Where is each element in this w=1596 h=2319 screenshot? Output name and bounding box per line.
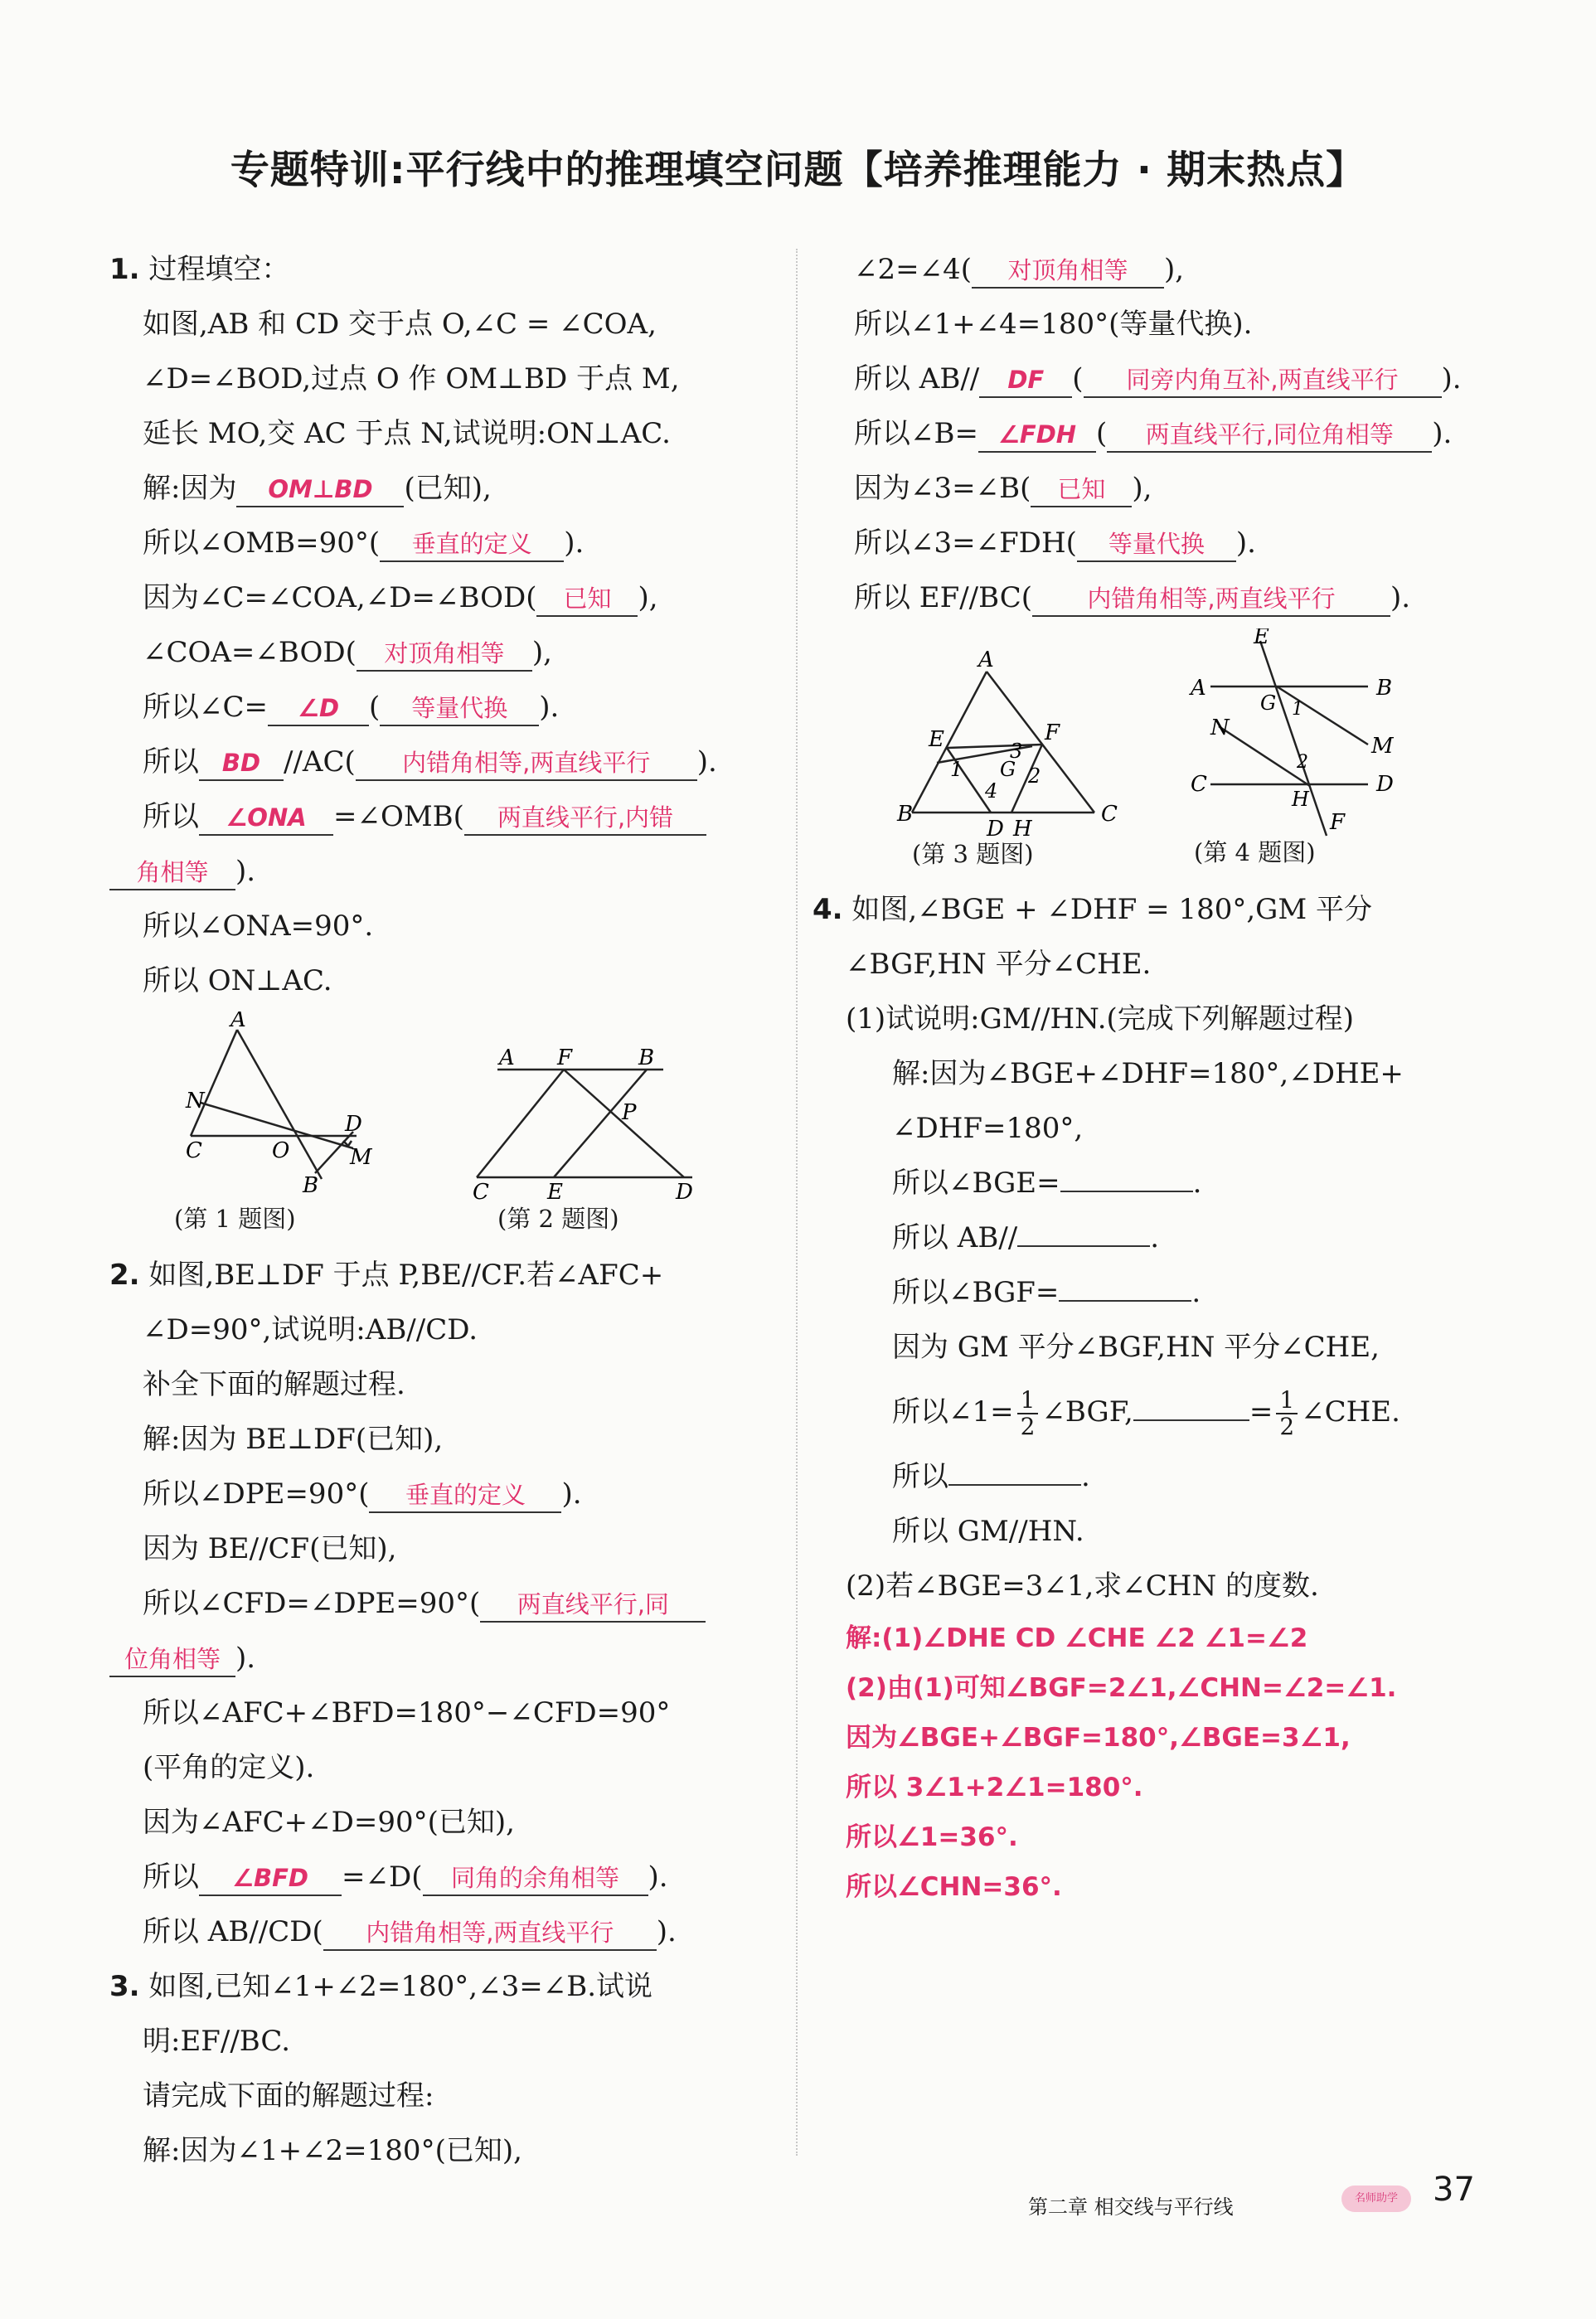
fig3-label: 3 <box>1010 740 1023 763</box>
answer-blank: ∠ONA <box>199 801 333 836</box>
answer-blank: 同角的余角相等 <box>423 1861 648 1896</box>
answer-blank: 对顶角相等 <box>972 254 1164 289</box>
answer-blank: 内错角相等,两直线平行 <box>1032 582 1390 617</box>
q3-text-line: 3. 如图,已知∠1+∠2=180°,∠3=∠B.试说 <box>109 1970 653 2003</box>
answer-blank: 等量代换 <box>380 691 539 726</box>
q2-step: 因为 BE//CF(已知), <box>143 1532 397 1565</box>
fig2-label: D <box>676 1180 693 1202</box>
publisher-logo: 名师助学 <box>1341 2186 1411 2212</box>
figure-2 <box>464 1036 713 1233</box>
page-number: 37 <box>1433 2171 1475 2209</box>
figure-1-caption: (第 1 题图) <box>174 1205 296 1233</box>
answer-blank: 角相等 <box>109 856 235 890</box>
left-column <box>109 242 773 1008</box>
fig1-label: N <box>186 1089 205 1113</box>
page-title: 专题特训:平行线中的推理填空问题【培养推理能力 · 期末热点】 <box>230 148 1366 193</box>
answer-blank: 已知 <box>536 582 638 617</box>
q3-step: ∠2=∠4( 对顶角相等 ), <box>821 242 1484 297</box>
empty-blank <box>1060 1166 1193 1192</box>
answer-blank: OM⊥BD <box>236 473 404 507</box>
q1-step: 解:因为 OM⊥BD (已知), <box>109 461 773 516</box>
figure-4-caption: (第 4 题图) <box>1194 838 1316 866</box>
answer-blank: 垂直的定义 <box>380 527 564 562</box>
q4-step: 所以∠BGE= . <box>892 1167 1202 1200</box>
q4-step: 解:因为∠BGE+∠DHF=180°,∠DHE+ <box>892 1057 1404 1090</box>
fig2-label: B <box>638 1045 655 1070</box>
q4-part1: (1)试说明:GM//HN.(完成下列解题过程) <box>846 1002 1355 1036</box>
fig4-label: A <box>1191 676 1206 701</box>
q4-part2: (2)若∠BGE=3∠1,求∠CHN 的度数. <box>846 1569 1319 1603</box>
fraction-half: $\frac{1}{2}$ <box>1276 1388 1298 1439</box>
q4-step: 所以 AB// . <box>892 1221 1160 1254</box>
left-column-lower <box>109 1248 773 2178</box>
q1-step: 所以 ON⊥AC. <box>143 964 332 997</box>
q4-solution-line: 所以∠1=36°. <box>846 1822 1018 1852</box>
fig2-label: C <box>473 1180 489 1202</box>
answer-blank: 垂直的定义 <box>369 1478 561 1513</box>
q2-step: 位角相等 ). <box>109 1631 773 1686</box>
figure-1 <box>174 1012 390 1233</box>
answer-blank: 已知 <box>1031 473 1132 507</box>
fraction-half: $\frac{1}{2}$ <box>1017 1388 1039 1439</box>
fig3-label: 4 <box>985 779 998 803</box>
q2-step: 所以 ∠BFD =∠D( 同角的余角相等 ). <box>109 1850 773 1904</box>
q3-text-line: 明:EF//BC. <box>143 2025 291 2058</box>
q2-step: 所以 AB//CD( 内错角相等,两直线平行 ). <box>109 1904 773 1959</box>
answer-blank: 位角相等 <box>109 1642 235 1677</box>
q3-step: 所以∠B= ∠FDH ( 两直线平行,同位角相等 ). <box>821 406 1484 461</box>
figure-3 <box>887 647 1136 868</box>
fig3-label: D <box>987 817 1004 842</box>
fig1-label: M <box>350 1145 372 1170</box>
answer-blank: 内错角相等,两直线平行 <box>323 1916 657 1951</box>
q4-step: 因为 GM 平分∠BGF,HN 平分∠CHE, <box>892 1331 1380 1364</box>
q4-text-line: 4. 如图,∠BGE + ∠DHF = 180°,GM 平分 <box>813 893 1372 926</box>
fig4-label: B <box>1376 676 1393 701</box>
answer-blank: 对顶角相等 <box>357 637 532 672</box>
fig3-label: 2 <box>1028 764 1041 788</box>
fig1-label: D <box>345 1112 362 1137</box>
answer-blank: 两直线平行,同位角相等 <box>1107 418 1432 453</box>
q2-text-line: 补全下面的解题过程. <box>143 1368 405 1401</box>
q3-step: 所以 EF//BC( 内错角相等,两直线平行 ). <box>821 570 1484 625</box>
fig4-label: 1 <box>1292 699 1303 720</box>
fig2-label: P <box>622 1100 637 1125</box>
q1-step: 所以∠ONA=90°. <box>143 910 374 943</box>
fig3-label: G <box>1000 758 1016 781</box>
q3-step: 因为∠3=∠B( 已知 ), <box>821 461 1484 516</box>
figure-2-caption: (第 2 题图) <box>497 1205 619 1233</box>
fig4-label: G <box>1260 691 1277 715</box>
figure-4 <box>1177 628 1409 866</box>
fig4-label: N <box>1210 716 1230 740</box>
fig1-label: B <box>303 1173 319 1194</box>
fig3-label: 1 <box>950 758 963 781</box>
q1-step: 角相等 ). <box>109 844 773 899</box>
q3-step: 解:因为∠1+∠2=180°(已知), <box>143 2134 522 2167</box>
empty-blank <box>1059 1275 1191 1302</box>
fig3-label: A <box>978 648 994 672</box>
answer-blank: ∠FDH <box>978 418 1096 453</box>
q1-step: ∠COA=∠BOD( 对顶角相等 ), <box>109 625 773 680</box>
fig2-label: F <box>557 1045 573 1070</box>
q2-step: 所以∠CFD=∠DPE=90°( 两直线平行,同 <box>109 1576 773 1631</box>
fig3-label: E <box>929 727 944 752</box>
fig4-label: M <box>1371 734 1394 759</box>
fig1-label: C <box>186 1138 202 1163</box>
answer-blank: ∠BFD <box>199 1861 342 1896</box>
fig1-label: O <box>272 1138 290 1163</box>
fig2-label: E <box>547 1180 563 1202</box>
answer-blank: 同旁内角互补,两直线平行 <box>1084 363 1442 398</box>
q3-step: 所以∠1+∠4=180°(等量代换). <box>854 308 1253 341</box>
fig4-label: 2 <box>1297 752 1308 773</box>
column-divider <box>796 249 798 2156</box>
q3-text-line: 请完成下面的解题过程: <box>143 2079 434 2113</box>
fig4-label: E <box>1254 628 1269 649</box>
fig3-label: H <box>1013 817 1032 842</box>
fig2-label: A <box>499 1045 515 1070</box>
q4-step: 所以 . <box>892 1460 1090 1493</box>
q1-step: 所以∠C= ∠D ( 等量代换 ). <box>109 680 773 735</box>
q4-solution-line: (2)由(1)可知∠BGF=2∠1,∠CHN=∠2=∠1. <box>846 1673 1397 1703</box>
fig3-label: C <box>1101 802 1118 827</box>
chapter-footer: 第二章 相交线与平行线 <box>1028 2195 1234 2219</box>
q4-step: ∠DHF=180°, <box>892 1112 1084 1145</box>
q3-step: 所以 AB// DF ( 同旁内角互补,两直线平行 ). <box>821 352 1484 406</box>
answer-blank: ∠D <box>268 691 369 726</box>
q2-step: 所以∠DPE=90°( 垂直的定义 ). <box>109 1467 773 1521</box>
q1-step: 因为∠C=∠COA,∠D=∠BOD( 已知 ), <box>109 570 773 625</box>
q1-step: 所以 BD //AC( 内错角相等,两直线平行 ). <box>109 735 773 789</box>
answer-blank: 两直线平行,同 <box>480 1588 706 1623</box>
q4-solution-line: 解:(1)∠DHE CD ∠CHE ∠2 ∠1=∠2 <box>846 1623 1308 1653</box>
q1-text-line: 延长 MO,交 AC 于点 N,试说明:ON⊥AC. <box>143 417 671 450</box>
answer-blank: 内错角相等,两直线平行 <box>356 746 697 781</box>
q1-text-line: 如图,AB 和 CD 交于点 O,∠C = ∠COA, <box>143 308 657 341</box>
answer-blank: 等量代换 <box>1077 527 1236 562</box>
fig3-label: F <box>1045 720 1060 745</box>
q4-solution-line: 所以∠CHN=36°. <box>846 1872 1062 1902</box>
figure-3-caption: (第 3 题图) <box>912 840 1034 868</box>
fig4-label: F <box>1330 810 1346 835</box>
empty-blank <box>948 1459 1081 1486</box>
q2-step: 所以∠AFC+∠BFD=180°−∠CFD=90° <box>143 1696 671 1730</box>
q4-text-line: ∠BGF,HN 平分∠CHE. <box>846 948 1152 981</box>
q1-step: 所以 ∠ONA =∠OMB( 两直线平行,内错 <box>109 789 773 844</box>
q2-step: 解:因为 BE⊥DF(已知), <box>143 1423 444 1456</box>
fig4-label: D <box>1376 772 1394 797</box>
q1-text-line: ∠D=∠BOD,过点 O 作 OM⊥BD 于点 M, <box>143 362 680 395</box>
q1-step: 所以∠OMB=90°( 垂直的定义 ). <box>109 516 773 570</box>
q4-step: 所以∠1= $\frac{1}{2}$ ∠BGF, = $\frac{1}{2}$ ∠CHE. <box>892 1386 1400 1440</box>
fig4-label: C <box>1191 772 1207 797</box>
answer-blank: BD <box>199 746 284 781</box>
q2-text-line: ∠D=90°,试说明:AB//CD. <box>143 1313 478 1346</box>
q2-step: 因为∠AFC+∠D=90°(已知), <box>143 1806 515 1839</box>
q4-step: 所以 GM//HN. <box>892 1515 1084 1548</box>
q1-head: 1. 过程填空： <box>109 253 290 286</box>
q4-solution-line: 所以 3∠1+2∠1=180°. <box>846 1773 1143 1802</box>
fig3-label: B <box>897 802 914 827</box>
q4-block <box>813 882 1492 1912</box>
fig1-label: A <box>230 1012 246 1032</box>
right-column <box>821 242 1484 625</box>
fig4-label: H <box>1292 788 1309 811</box>
q2-step: (平角的定义). <box>143 1751 315 1784</box>
q3-step: 所以∠3=∠FDH( 等量代换 ). <box>821 516 1484 570</box>
answer-blank: 两直线平行,内错 <box>464 801 706 836</box>
q4-solution-line: 因为∠BGE+∠BGF=180°,∠BGE=3∠1, <box>846 1723 1351 1753</box>
empty-blank <box>1133 1395 1249 1421</box>
q2-text-line: 2. 如图,BE⊥DF 于点 P,BE//CF.若∠AFC+ <box>109 1259 664 1292</box>
empty-blank <box>1017 1220 1150 1247</box>
q4-step: 所以∠BGF= . <box>892 1276 1201 1309</box>
answer-blank: DF <box>979 363 1072 398</box>
